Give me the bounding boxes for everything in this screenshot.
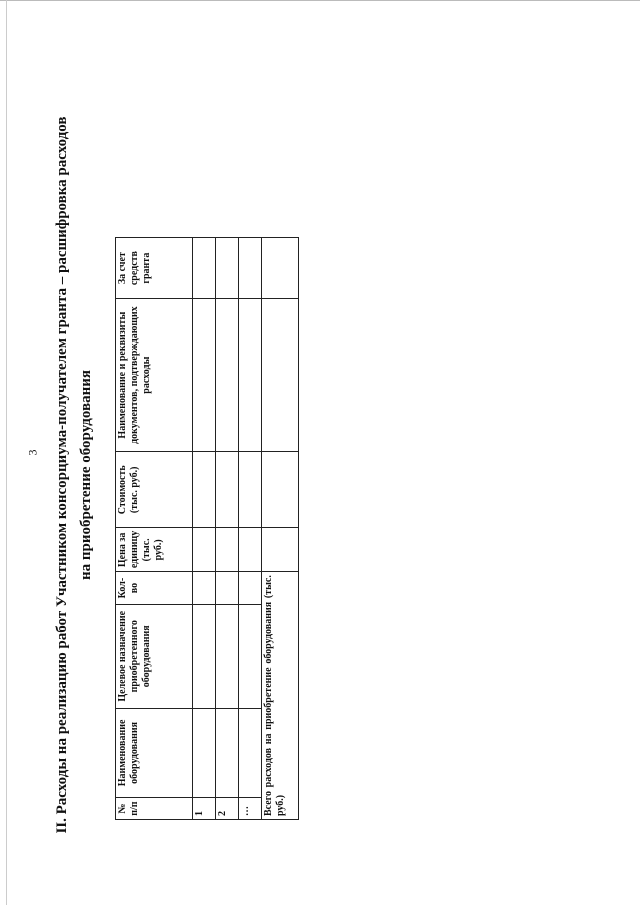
table-cell <box>193 452 216 528</box>
table-cell <box>262 299 299 452</box>
header-cell: Цена за единицу (тыс. руб.) <box>116 528 193 572</box>
table-cell <box>239 528 262 572</box>
table-cell <box>239 299 262 452</box>
table-cell <box>216 238 239 299</box>
table-cell <box>216 528 239 572</box>
table-cell <box>216 572 239 605</box>
row-number: 1 <box>193 798 216 820</box>
header-cell: Целевое назначение приобретенного оборудования <box>116 604 193 708</box>
table-row <box>239 238 262 820</box>
header-cell: За счет средств гранта <box>116 238 193 299</box>
table-cell <box>216 299 239 452</box>
table-cell <box>239 238 262 299</box>
table-cell <box>239 452 262 528</box>
table-cell <box>193 528 216 572</box>
table-cell <box>239 708 262 798</box>
row-number: 2 <box>216 798 239 820</box>
table-cell <box>193 604 216 708</box>
table-cell <box>193 299 216 452</box>
row-number: … <box>239 798 262 820</box>
scan-edge-left <box>6 0 7 905</box>
scan-edge-top <box>0 0 640 4</box>
table-cell <box>193 708 216 798</box>
table-cell <box>216 604 239 708</box>
header-cell: № п/п <box>116 798 193 820</box>
section-subtitle: на приобретение оборудования <box>78 370 94 580</box>
page-number: 3 <box>25 449 40 456</box>
table-cell <box>216 452 239 528</box>
table-cell <box>193 238 216 299</box>
table-header-row <box>116 238 193 820</box>
table-cell <box>262 238 299 299</box>
header-cell: Стоимость (тыс. руб.) <box>116 452 193 528</box>
rotated-content <box>53 90 333 860</box>
section-title: II. Расходы на реализацию работ Участником консорциума-получателем гранта – расшифровка расходов <box>54 116 70 834</box>
table-row <box>216 238 239 820</box>
header-cell: Наименование оборудования <box>116 708 193 798</box>
table-cell <box>193 572 216 605</box>
header-cell: Наименование и реквизиты документов, подтверждающих расходы <box>116 299 193 452</box>
table-cell <box>239 572 262 605</box>
table-cell <box>216 708 239 798</box>
table-cell <box>262 528 299 572</box>
header-cell: Кол-во <box>116 572 193 605</box>
equipment-expenses-table <box>115 237 299 820</box>
table-cell <box>262 452 299 528</box>
total-label: Всего расходов на приобретение оборудования (тыс. руб.) <box>262 572 299 820</box>
table-row <box>193 238 216 820</box>
table-cell <box>239 604 262 708</box>
table-total-row <box>262 238 299 820</box>
